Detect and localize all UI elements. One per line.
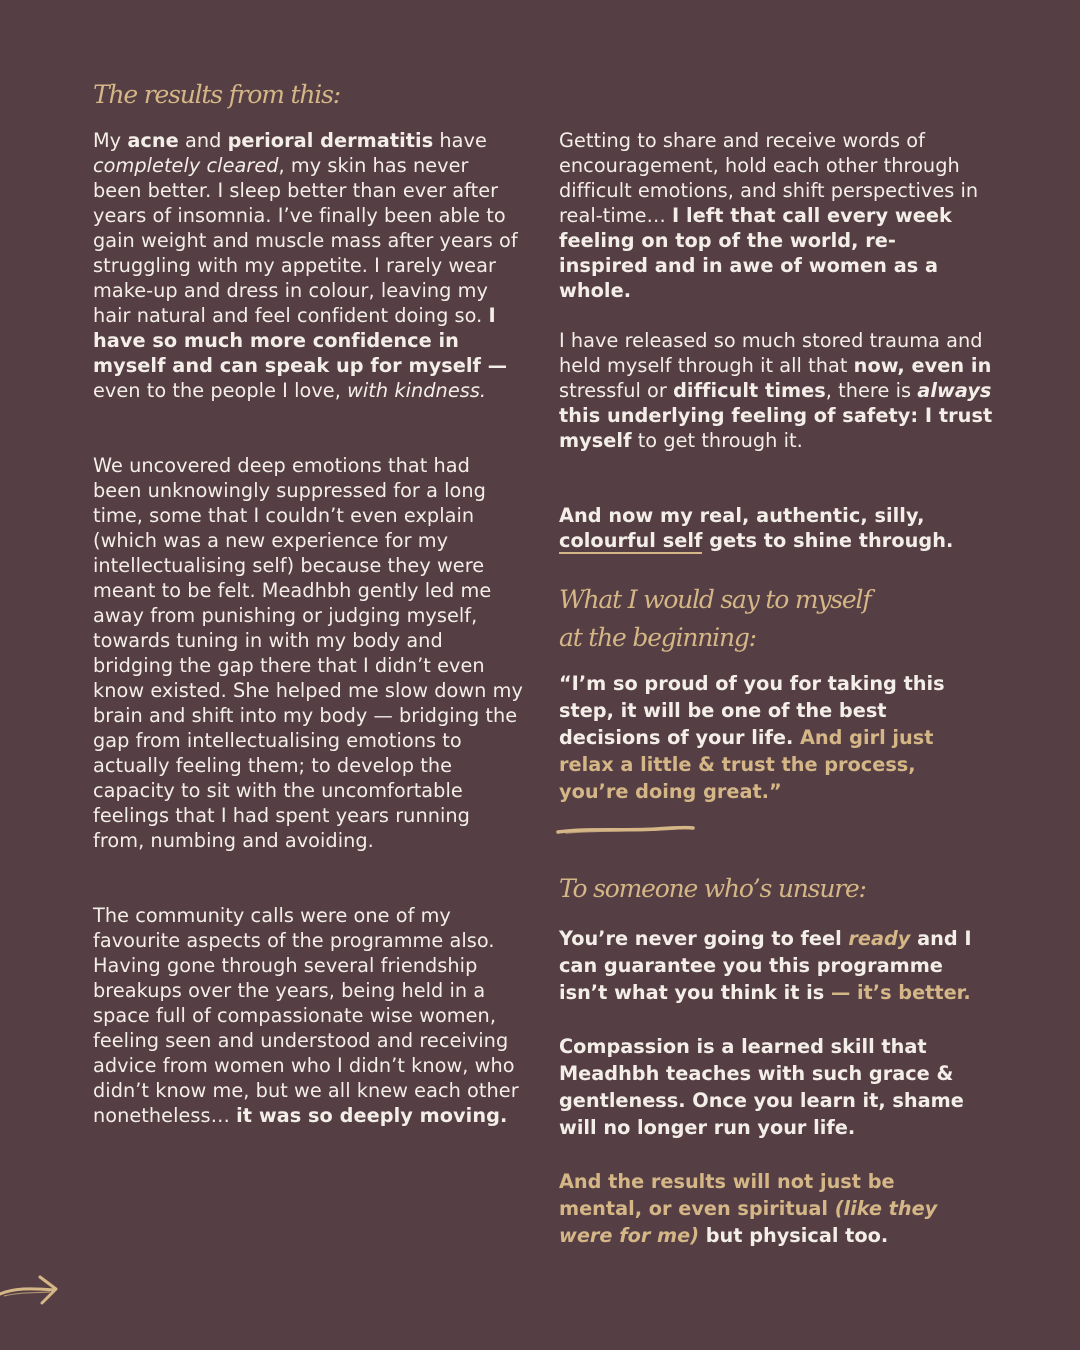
brush-divider [556,824,696,836]
community-paragraph: The community calls were one of my favourite aspects of the programme also. Having gone through several friendship breakups over the years, being held in a space full of compassionate wise women, feeling seen and understood and receiving advice from women who I didn’t know, who didn’t know me, but we all knew each other nonetheless… it was so deeply moving. [93,904,519,1127]
trauma-paragraph: I have released so much stored trauma and held myself through it all that now, even in stressful or difficult times, there is always this underlying feeling of safety: I trust myself to get through it. [559,329,993,452]
unsure-heading: To someone who’s unsure: [559,874,866,903]
shine-paragraph: And now my real, authentic, silly, colourful self gets to shine through. [559,504,954,552]
advice-heading-line1: What I would say to myself [559,585,871,614]
unsure-paragraph-2: Compassion is a learned skill that Meadhbh teaches with such grace & gentleness. Once you learn it, shame will no longer run your life. [559,1035,964,1139]
results-heading: The results from this: [93,80,340,109]
calls-paragraph: Getting to share and receive words of encouragement, hold each other through difficult emotions, and shift perspectives in real-time… I left that call every week feeling on top of the world, re-inspired and in awe of women as a whole. [559,129,979,302]
results-paragraph: My acne and perioral dermatitis have completely cleared, my skin has never been better. I sleep better than ever after years of insomnia. I’ve finally been able to gain weight and muscle mass after years of struggling with my appetite. I rarely wear make-up and dress in colour, leaving my hair natural and feel confident doing so. I have so much more confidence in myself and can speak up for myself — even to the people I love, with kindness. [93,129,518,402]
advice-quote: “I’m so proud of you for taking this step, it will be one of the best decisions of your life. And girl just relax a little & trust the process, you’re doing great.” [559,672,945,803]
emotions-paragraph: We uncovered deep emotions that had been unknowingly suppressed for a long time, some that I couldn’t even explain (which was a new experience for my intellectualising self) because they were meant to be felt. Meadhbh gently led me away from punishing or judging myself, towards tuning in with my body and bridging the gap there that I didn’t even know existed. She helped me slow down my brain and shift into my body — bridging the gap from intellectualising emotions to actually feeling them; to develop the capacity to sit with the uncomfortable feelings that I had spent years running from, numbing and avoiding. [93,454,523,852]
unsure-paragraph-1: You’re never going to feel ready and I can guarantee you this programme isn’t what you think it is — it’s better. [559,927,972,1004]
unsure-paragraph-3: And the results will not just be mental, or even spiritual (like they were for me) but physical too. [559,1170,938,1247]
next-arrow-icon[interactable] [0,1272,62,1306]
advice-heading-line2: at the beginning: [559,623,756,652]
